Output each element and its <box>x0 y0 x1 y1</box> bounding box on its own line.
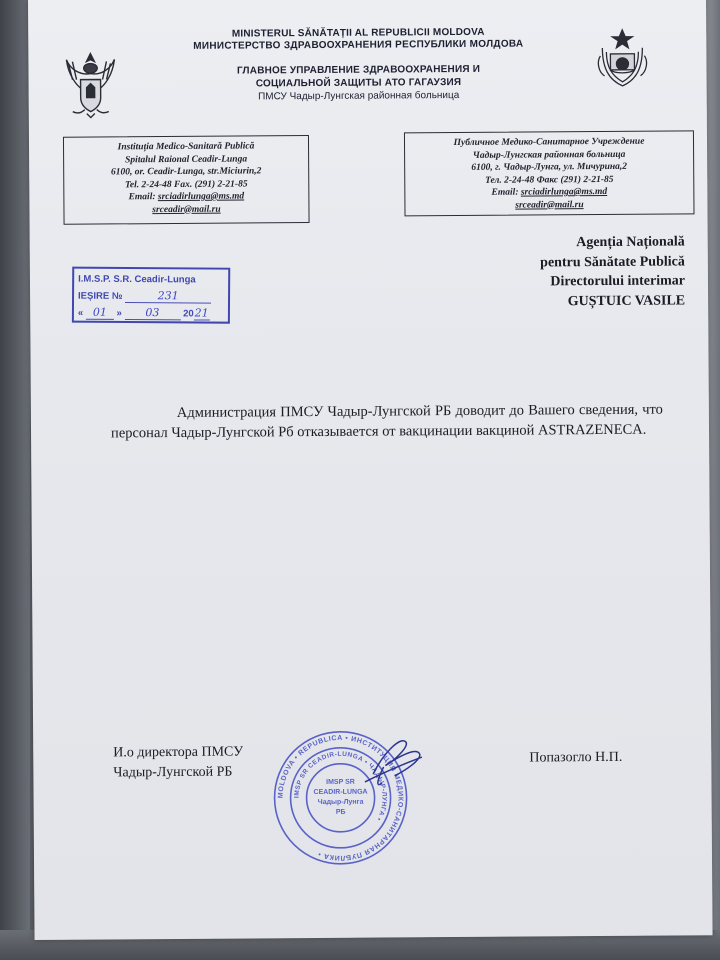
seal-inner-text: IMSP SR CEADIR-LUNGA • ЧАДЫР-ЛУНГА • <box>293 750 388 823</box>
sender-ru-email2-link[interactable]: srceadir@mail.ru <box>515 199 584 211</box>
header-department-line2: СОЦИАЛЬНОЙ ЗАЩИТЫ АТО ГАГАУЗИЯ <box>255 76 462 90</box>
header-department <box>203 63 513 91</box>
header-hospital-name: ПМСУ Чадыр-Лунгская районная больница <box>258 89 460 103</box>
addressee-line4: GUȘTUIC VASILE <box>567 292 686 309</box>
sender-ro-email-label: Email: <box>128 192 158 203</box>
registration-stamp-iesire-label: IEȘIRE № <box>78 290 123 302</box>
sender-ru-line1: Публичное Медико-Санитарное Учреждение <box>453 136 645 149</box>
registration-stamp-title: I.M.S.P. S.R. Ceadir-Lunga <box>78 273 196 286</box>
sender-ro-line1: Instituția Medico-Sanitară Publică <box>117 141 255 153</box>
registration-stamp-month: 03 <box>124 306 180 320</box>
sender-ru-line4: Тел. 2-24-48 Факс (291) 2-21-85 <box>485 174 614 186</box>
letter-body-paragraph: Администрация ПМСУ Чадыр-Лунгской РБ доводит до Вашего сведения, что персонал Чадыр-Лунгской Рб отказывается от вакцинации вакциной ASTRAZENECA. <box>110 401 663 442</box>
sender-ro-line4: Tel. 2-24-48 Fax. (291) 2-21-85 <box>124 178 248 190</box>
official-round-seal <box>265 727 426 868</box>
seal-center-line3: Чадыр-Лунга <box>317 798 364 806</box>
registration-stamp-year-suffix: 21 <box>194 306 209 320</box>
seal-center-line4: РБ <box>335 808 346 816</box>
sender-ru-email-label: Email: <box>491 187 521 198</box>
signatory-name: Попазогло Н.П. <box>529 749 623 766</box>
registration-stamp-year-prefix: 20 <box>183 308 194 320</box>
registration-stamp-number-row <box>78 289 211 304</box>
registration-stamp <box>72 267 230 324</box>
registration-stamp-number: 231 <box>125 289 211 304</box>
registration-stamp-day: 01 <box>86 306 114 320</box>
sender-ro-line3: 6100, or. Ceadir-Lunga, str.Miciurin,2 <box>110 166 262 178</box>
registration-stamp-quote-open: « <box>77 307 84 319</box>
sender-ro-email-link[interactable]: srciadirlunga@ms.md <box>157 191 245 203</box>
seal-outer-text: MOLDOVA • REPUBLICA • ИНСТИТУЦИЯ МЕДИКО-САНИТАРНАЯ ПУБЛИКА • <box>277 734 404 861</box>
sender-ro-line2: Spitalul Raional Ceadir-Lunga <box>125 153 248 165</box>
addressee-line2: pentru Sănătate Publică <box>540 253 685 270</box>
sender-ru-line2: Чадыр-Лунгская районная больница <box>472 149 626 161</box>
registration-stamp-date-row <box>78 306 210 321</box>
registration-stamp-quote-close: » <box>116 307 122 319</box>
sender-info-box-ru <box>404 130 695 216</box>
header-ministry-ro: MINISTERUL SĂNĂTAȚII AL REPUBLICII MOLDOVA <box>231 26 485 40</box>
moldova-coat-of-arms-icon <box>62 49 118 119</box>
gagauzia-coat-of-arms-icon <box>594 28 650 90</box>
sender-info-box-ro <box>63 135 310 225</box>
background-left <box>0 0 30 960</box>
signatory-title <box>113 743 243 784</box>
seal-center-line1: IMSP SR <box>326 778 355 786</box>
signatory-title-line1: И.о директора ПМСУ <box>113 744 244 761</box>
header-ministry-ru: МИНИСТЕРСТВО ЗДРАВООХРАНЕНИЯ РЕСПУБЛИКИ МОЛДОВА <box>193 38 524 52</box>
sender-ru-line3: 6100, г. Чадыр-Лунга, ул. Мичурина,2 <box>471 161 628 173</box>
header-department-line1: ГЛАВНОЕ УПРАВЛЕНИЕ ЗДРАВООХРАНЕНИЯ И <box>236 63 481 77</box>
addressee-line1: Agenția Națională <box>576 234 685 251</box>
signatory-title-line2: Чадыр-Лунгской РБ <box>113 764 233 781</box>
addressee-block <box>390 232 686 312</box>
sender-ro-email2-link[interactable]: srceadir@mail.ru <box>152 204 221 215</box>
sender-ru-email-link[interactable]: srciadirlunga@ms.md <box>520 186 608 198</box>
seal-center-line2: CEADIR-LUNGA <box>313 788 368 797</box>
letter-page <box>28 0 713 940</box>
addressee-line3: Directorului interimar <box>550 273 686 290</box>
